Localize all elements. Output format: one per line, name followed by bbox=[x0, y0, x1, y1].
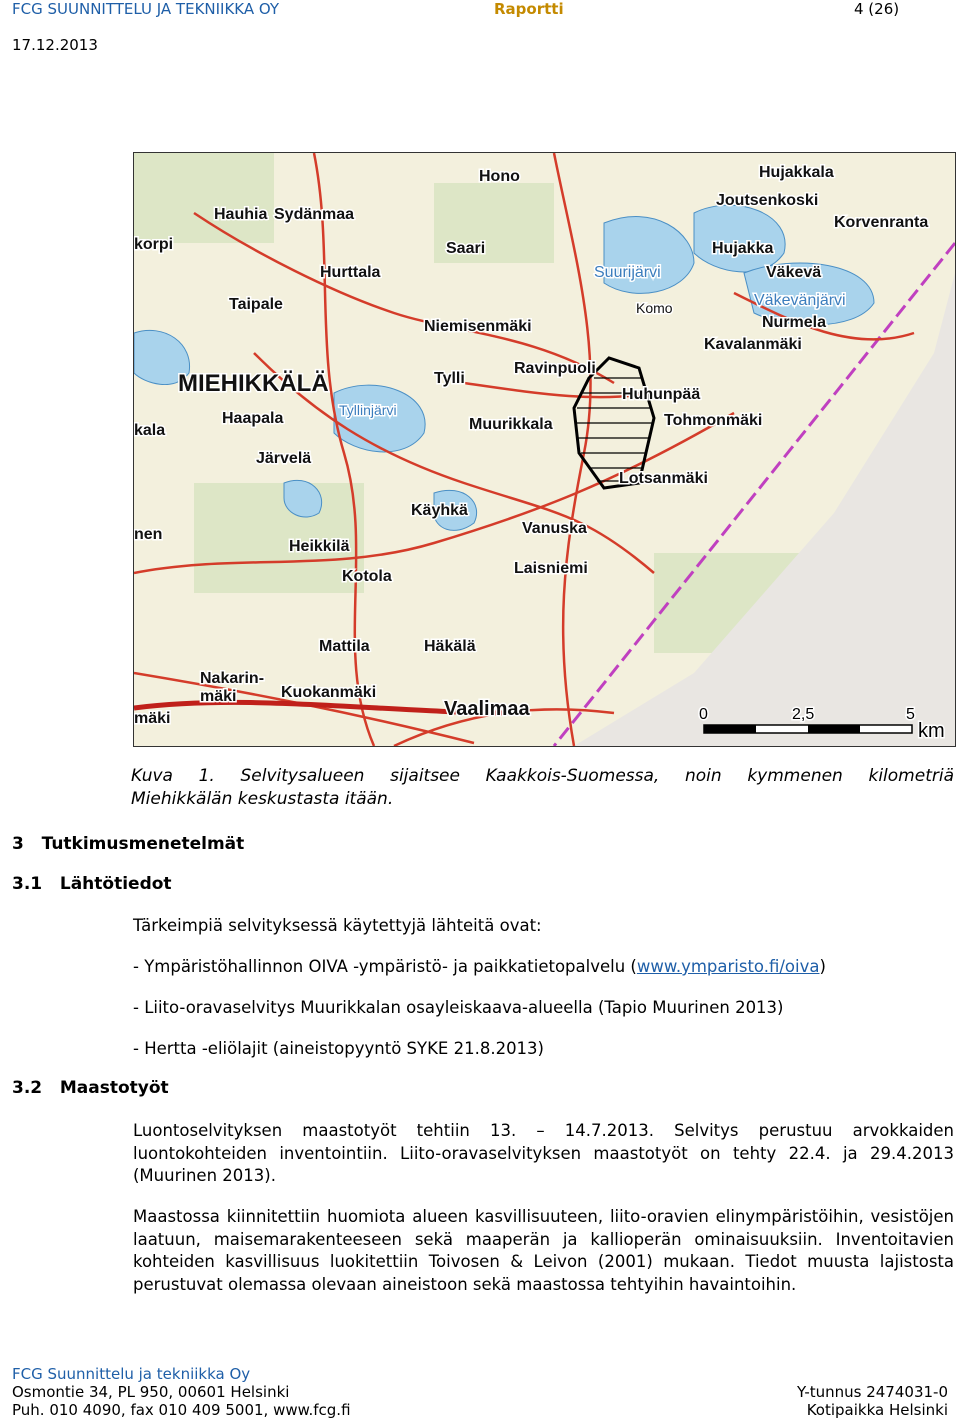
header-page-number: 4 (26) bbox=[854, 0, 900, 18]
map-label: Kuokanmäki bbox=[281, 684, 377, 701]
map-label: Hurttala bbox=[320, 264, 381, 281]
map-label: Taipale bbox=[229, 296, 283, 313]
map-label: Kotola bbox=[342, 568, 392, 585]
map-label: Komo bbox=[636, 300, 673, 316]
map-label: nen bbox=[134, 526, 163, 543]
map-label: Laisniemi bbox=[514, 560, 588, 577]
location-map bbox=[133, 152, 956, 747]
paragraph-field-work: Luontoselvityksen maastotyöt tehtiin 13. – 14.7.2013. Selvitys perustuu arvokkaiden luontokohteiden inventointiin. Liito-oravaselvityksen maastotyöt on tehty 22.4. ja 29.4.2013 (Muurinen 2013). bbox=[133, 1121, 954, 1185]
header-date: 17.12.2013 bbox=[12, 36, 98, 54]
paragraph-field-methods: Maastossa kiinnitettiin huomiota alueen kasvillisuuteen, liito-oravien elinympäristöihin, vesistöjen laatuun, maisemarakenteeseen sekä maaperän ja kallioperän ominaisuuksiin. Inventoitavien kohteiden kasvillisuus luokitettiin Toivosen & Leivon (2001) mukaan. Tiedot muusta lajistosta perustuvat olemassa olevaan aineistoon sekä maastossa tehtyihin havaintoihin. bbox=[133, 1207, 954, 1294]
figure-caption-line1: Kuva 1. Selvitysalueen sijaitsee Kaakkois-Suomessa, noin kymmenen kilometriä bbox=[131, 766, 954, 786]
map-label: Tyllinjärvi bbox=[339, 402, 397, 418]
header-doc-type: Raportti bbox=[494, 0, 564, 18]
map-label: Sydänmaa bbox=[274, 206, 355, 223]
scale-unit-label: km bbox=[918, 720, 945, 742]
map-label: Nakarin- bbox=[200, 670, 265, 687]
map-label: Tylli bbox=[434, 370, 465, 387]
map-label: Korvenranta bbox=[834, 214, 929, 231]
map-label: Heikkilä bbox=[289, 538, 350, 555]
footer-phone: Puh. 010 4090, fax 010 409 5001, www.fcg.fi bbox=[12, 1401, 351, 1419]
map-label: Ravinpuoli bbox=[514, 360, 596, 377]
map-label: MIEHIKKÄLÄ bbox=[178, 370, 329, 397]
map-label: Nurmela bbox=[762, 314, 827, 331]
map-label: Joutsenkoski bbox=[716, 192, 819, 209]
map-label: korpi bbox=[134, 236, 174, 253]
scale-zero-label: 0 bbox=[699, 706, 708, 723]
footer-ytunnus: Y-tunnus 2474031-0 bbox=[796, 1383, 948, 1401]
map-label: Huhunpää bbox=[622, 386, 701, 403]
map-label: Vanuska bbox=[522, 520, 587, 537]
map-label: Väkevänjärvi bbox=[754, 292, 846, 309]
map-label: Käyhkä bbox=[411, 502, 468, 519]
heading-section-3-1: 3.1 Lähtötiedot bbox=[12, 874, 172, 894]
source-item-oiva-close: ) bbox=[819, 957, 826, 976]
map-label: Tohmonmäki bbox=[664, 412, 763, 429]
oiva-link[interactable]: www.ymparisto.fi/oiva bbox=[636, 957, 820, 976]
footer-address: Osmontie 34, PL 950, 00601 Helsinki bbox=[12, 1383, 290, 1401]
map-label: Kavalanmäki bbox=[704, 336, 802, 353]
scale-mid-label: 2,5 bbox=[792, 706, 815, 723]
header-company: FCG SUUNNITTELU JA TEKNIIKKA OY bbox=[12, 0, 280, 18]
map-label: Vaalimaa bbox=[444, 698, 530, 720]
map-label: Suurijärvi bbox=[594, 264, 661, 281]
map-label: Mattila bbox=[319, 638, 370, 655]
footer-company: FCG Suunnittelu ja tekniikka Oy bbox=[12, 1365, 251, 1383]
map-label: Häkälä bbox=[424, 638, 476, 655]
map-label: kala bbox=[134, 422, 166, 439]
source-item-oiva-text: - Ympäristöhallinnon OIVA -ympäristö- ja paikkatietopalvelu ( bbox=[133, 957, 637, 976]
figure-caption-line2: Miehikkälän keskustasta itään. bbox=[131, 789, 394, 809]
map-label: mäki bbox=[200, 688, 237, 705]
sources-intro: Tärkeimpiä selvityksessä käytettyjä lähteitä ovat: bbox=[133, 916, 542, 935]
source-item-oiva bbox=[133, 957, 826, 976]
map-label: Hujakka bbox=[712, 240, 774, 257]
footer-domicile: Kotipaikka Helsinki bbox=[806, 1401, 948, 1419]
map-label: mäki bbox=[134, 710, 171, 727]
map-label: Saari bbox=[446, 240, 486, 257]
source-item-hertta: - Hertta -eliölajit (aineistopyyntö SYKE 21.8.2013) bbox=[133, 1039, 544, 1058]
source-item-liito-orava: - Liito-oravaselvitys Muurikkalan osayleiskaava-alueella (Tapio Muurinen 2013) bbox=[133, 998, 784, 1017]
map-label: Hauhia bbox=[214, 206, 268, 223]
map-label: Lotsanmäki bbox=[619, 470, 708, 487]
map-label: Järvelä bbox=[256, 450, 312, 467]
map-label: Haapala bbox=[222, 410, 284, 427]
map-label: Niemisenmäki bbox=[424, 318, 532, 335]
map-label: Muurikkala bbox=[469, 416, 553, 433]
map-label: Hujakkala bbox=[759, 164, 834, 181]
scale-end-label: 5 bbox=[906, 706, 915, 723]
heading-section-3-2: 3.2 Maastotyöt bbox=[12, 1078, 169, 1098]
map-label: Väkevä bbox=[766, 264, 822, 281]
heading-section-3: 3 Tutkimusmenetelmät bbox=[12, 834, 245, 854]
map-label: Hono bbox=[479, 168, 520, 185]
